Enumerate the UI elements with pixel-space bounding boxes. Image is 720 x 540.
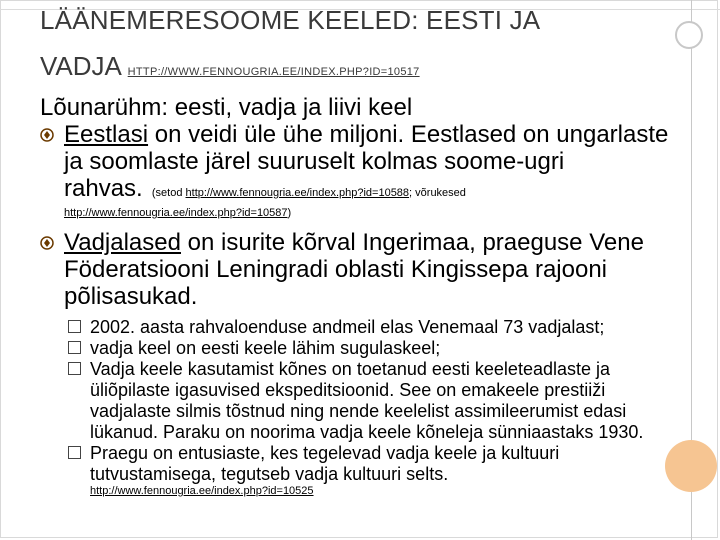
subbullet-list — [40, 317, 680, 498]
vadjalased-text: on isurite kõrval Ingerimaa, praeguse Vene Föderatsiooni Leningradi oblasti Kingissepa rajooni põlisasukad. — [64, 229, 644, 310]
setod-link[interactable]: http://www.fennougria.ee/index.php?id=10588 — [185, 187, 410, 199]
footer-link[interactable]: http://www.fennougria.ee/index.php?id=10525 — [90, 485, 314, 497]
eestlasi-text: on veidi üle ühe miljoni. Eestlased on ungarlaste ja soomlaste järel suuruselt kolmas soome-ugri rahvas. — [64, 121, 669, 202]
eestlasi-link[interactable]: Eestlasi — [64, 121, 149, 148]
bullet-icon — [40, 236, 54, 250]
vadjalased-link[interactable]: Vadjalased — [64, 229, 181, 256]
slide-body — [40, 94, 680, 498]
checkbox-bullet-icon — [68, 341, 81, 354]
checkbox-bullet-icon — [68, 320, 81, 333]
footer-ref — [40, 485, 680, 498]
vorukesed-link[interactable]: http://www.fennougria.ee/index.php?id=10587 — [64, 207, 288, 219]
vorukesed-ref: http://www.fennougria.ee/index.php?id=10587) — [64, 207, 292, 219]
subbullet-item: 2002. aasta rahvaloenduse andmeil elas Venemaal 73 vadjalast; — [40, 317, 680, 338]
bullet-eestlasi — [40, 121, 680, 207]
title-source-link[interactable]: HTTP://WWW.FENNOUGRIA.EE/INDEX.PHP?ID=10517 — [127, 66, 420, 78]
bullet-icon — [40, 128, 54, 142]
eestlasi-note: (setod http://www.fennougria.ee/index.php?id=10588; võrukesed — [151, 187, 466, 199]
checkbox-bullet-icon — [68, 362, 81, 375]
slide-title — [40, 2, 680, 90]
checkbox-bullet-icon — [68, 446, 81, 459]
title-line-2-text: VADJA — [40, 51, 121, 81]
subbullet-item: Praegu on entusiaste, kes tegelevad vadja keele ja kultuuri tutvustamisega, tegutseb vadja kultuuri selts. — [40, 443, 680, 485]
title-line-1: LÄÄNEMERESOOME KEELED: EESTI JA — [40, 5, 541, 35]
subbullet-item: Vadja keele kasutamist kõnes on toetanud eesti keeleteadlaste ja üliõpilaste igasuvised ekspeditsioonid. See on emakeele prestiiži vadjalaste silmis tõstnud ning nende keelelist assimileerumist edasi lükanud. Paraku on noorima vadja keele kõneleja sünniaastaks 1930. — [40, 359, 680, 443]
subbullet-item: vadja keel on eesti keele lähim sugulaskeel; — [40, 338, 680, 359]
title-source — [128, 66, 420, 78]
bullet-vadjalased — [40, 229, 680, 310]
title-line-2 — [40, 48, 680, 90]
intro-text: Lõunarühm: eesti, vadja ja liivi keel — [40, 94, 413, 121]
